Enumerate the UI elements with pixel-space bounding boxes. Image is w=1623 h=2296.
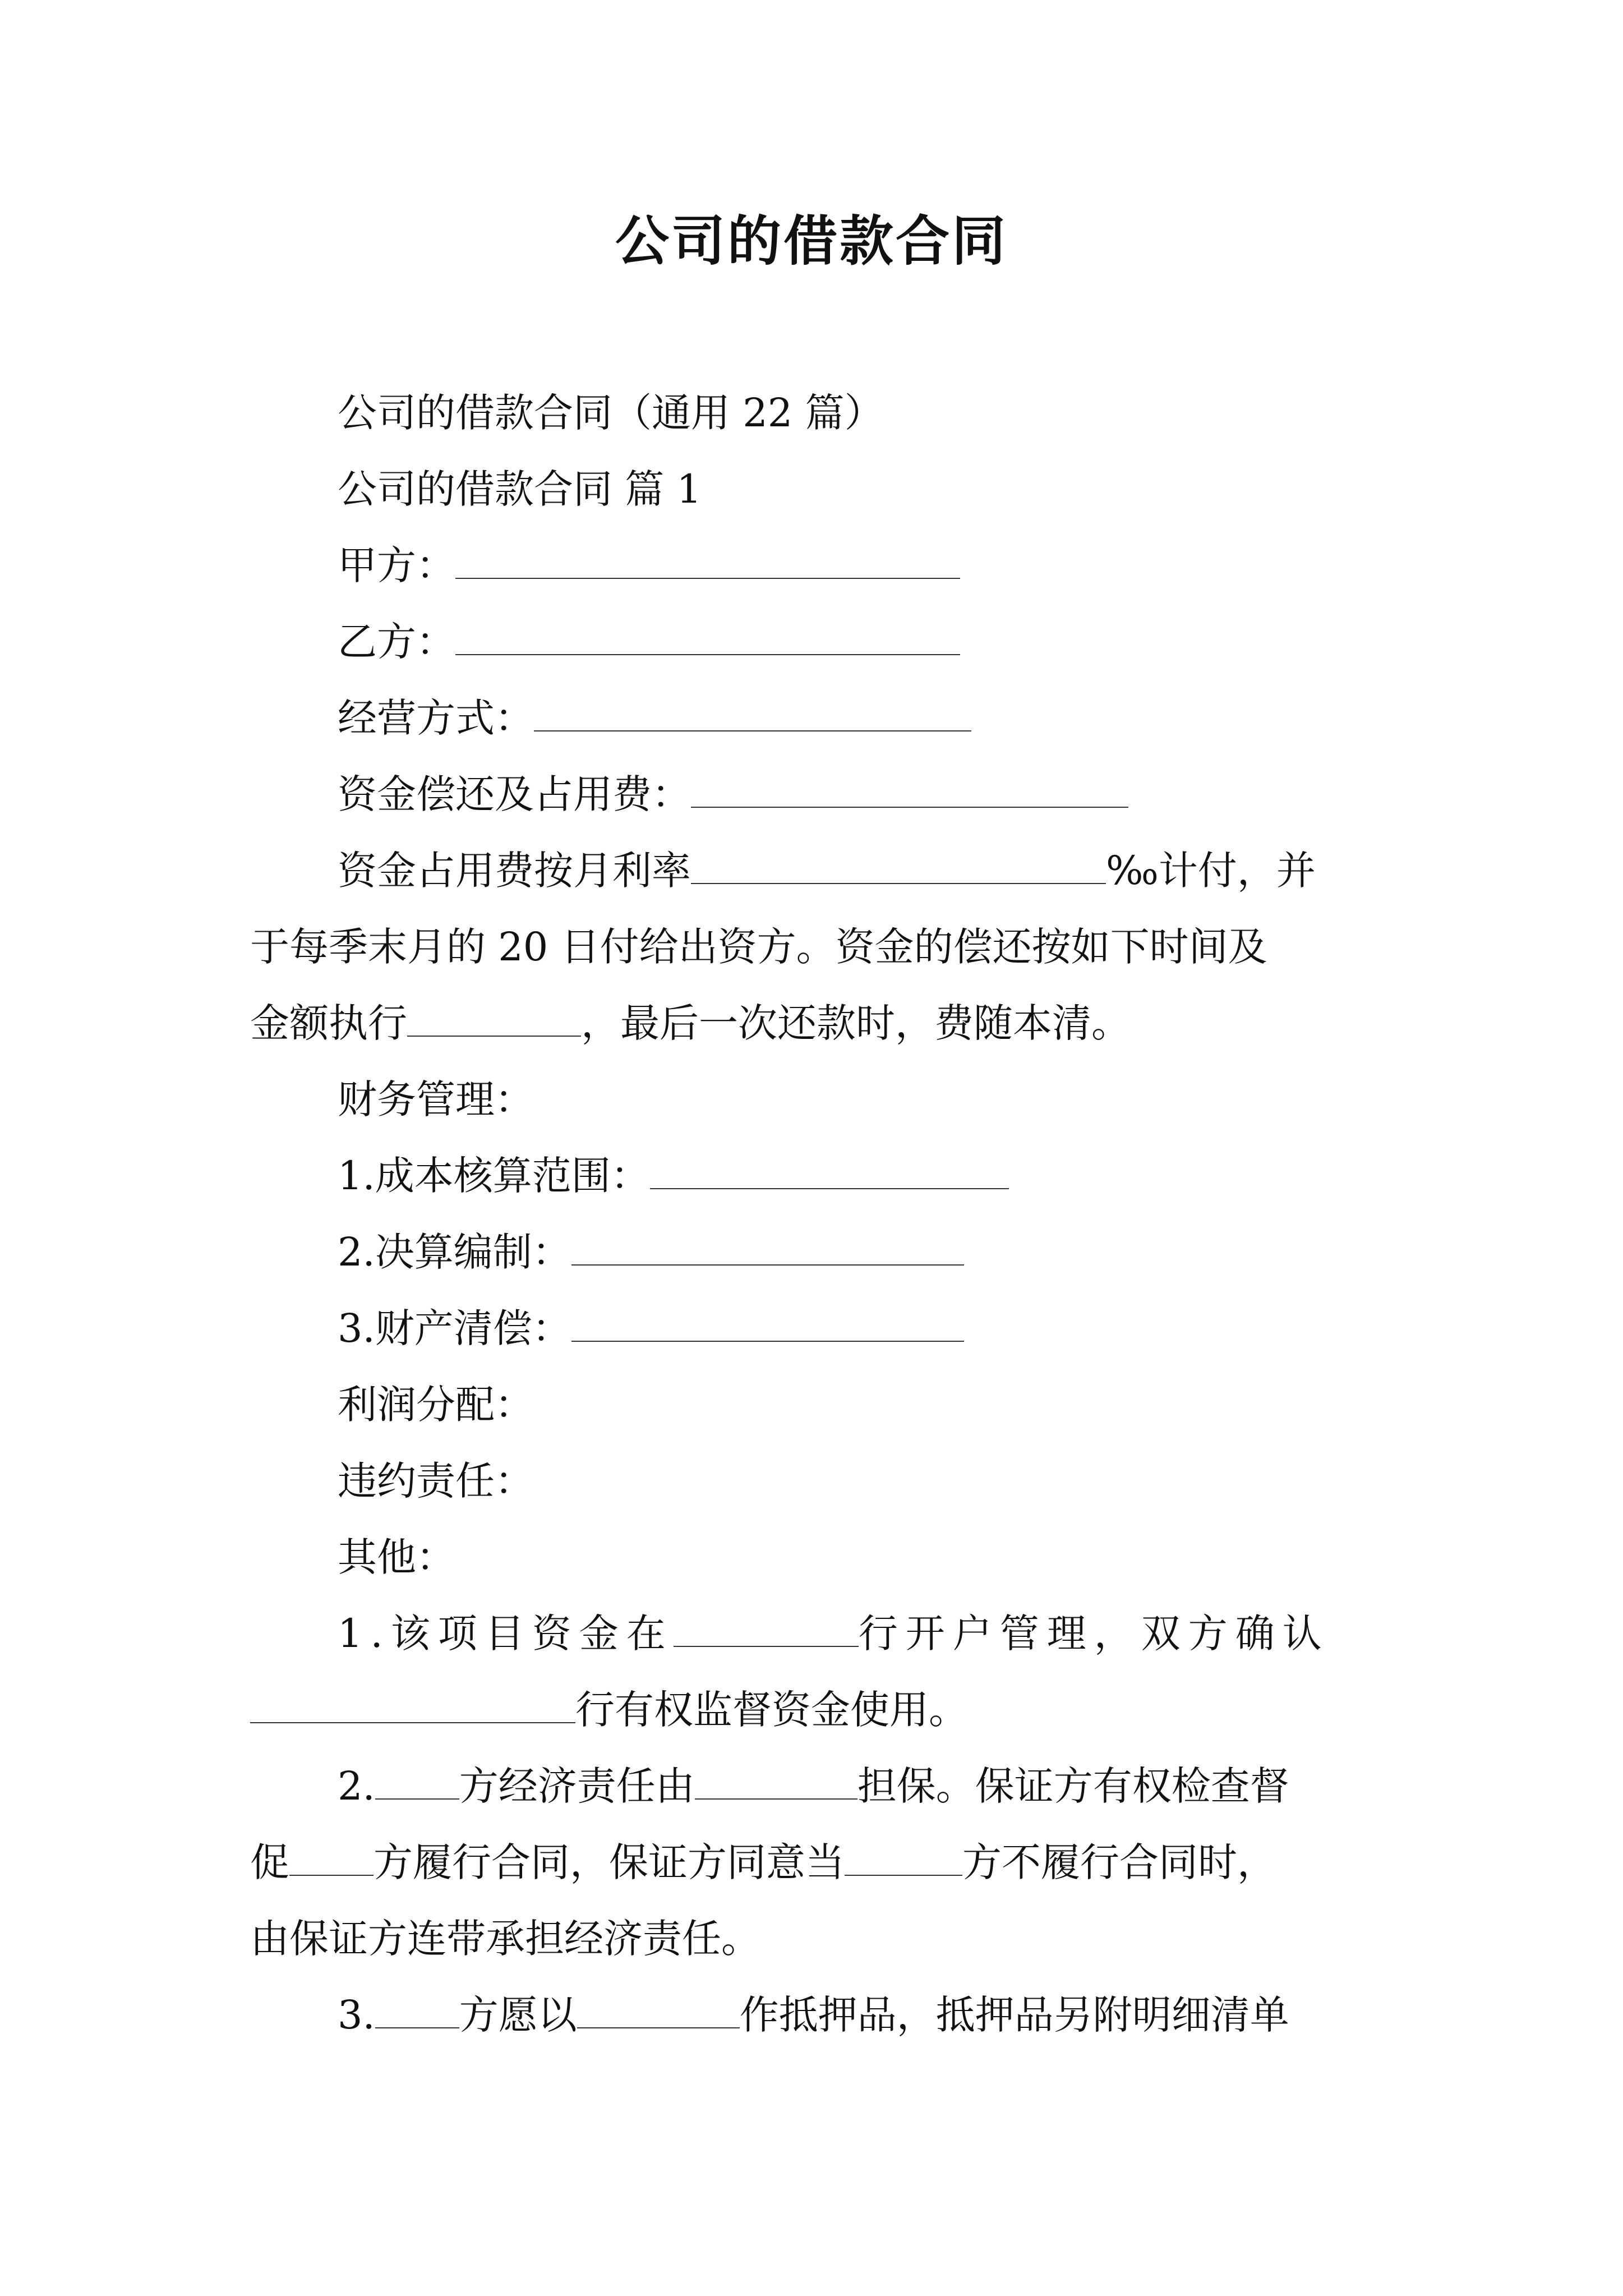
party-b-line <box>250 604 1389 680</box>
finance-item-1 <box>250 1138 1389 1214</box>
other-item-1-line-1 <box>250 1595 1389 1672</box>
party-blank-1 <box>375 1761 459 1800</box>
rate-line-1 <box>250 832 1389 909</box>
rate-line-3 <box>250 985 1389 1061</box>
finance-heading: 财务管理： <box>338 1076 534 1122</box>
party-blank-2 <box>289 1838 374 1876</box>
rate-blank <box>691 846 1106 884</box>
party-blank-4 <box>375 1990 459 2028</box>
rate-line-end-start: 金额执行 <box>250 1000 407 1046</box>
profit-heading: 利润分配： <box>338 1382 534 1428</box>
other-item-1-line-2 <box>250 1672 1389 1748</box>
repayment-blank <box>691 770 1128 808</box>
other-heading: 其他： <box>338 1534 455 1580</box>
other-2-e: 方履行合同，保证方同意当 <box>374 1839 845 1885</box>
rate-line-start: 资金占用费按月利率 <box>338 848 691 894</box>
document-title: 公司的借款合同 <box>615 210 1008 273</box>
other-item-2-line-1 <box>250 1748 1389 1824</box>
collateral-blank <box>577 1990 740 2028</box>
business-mode-blank <box>534 693 971 731</box>
other-3-b: 方愿以 <box>459 1992 577 2038</box>
party-a-blank <box>455 541 960 579</box>
bank-blank-1 <box>674 1609 859 1647</box>
other-2-d: 促 <box>250 1839 289 1885</box>
party-a-line <box>250 527 1389 604</box>
guarantor-blank <box>695 1761 857 1800</box>
other-2-b: 方经济责任由 <box>459 1763 695 1809</box>
finance-item-3 <box>250 1290 1389 1366</box>
party-b-blank <box>455 617 960 655</box>
party-a-label: 甲方： <box>338 542 455 588</box>
other-2-f: 方不履行合同时， <box>962 1839 1276 1885</box>
repayment-label: 资金偿还及占用费： <box>338 771 691 817</box>
other-item-2-line-3: 由保证方连带承担经济责任。 <box>250 1916 760 1962</box>
business-mode-label: 经营方式： <box>338 695 534 741</box>
subtitle: 公司的借款合同（通用 22 篇） <box>338 390 884 436</box>
amount-blank <box>407 999 581 1037</box>
business-mode-line <box>250 680 1389 756</box>
rate-line-mid: ‰计付，并 <box>1106 848 1316 894</box>
other-2-a: 2. <box>338 1763 375 1809</box>
rate-line-end-rest: ，最后一次还款时，费随本清。 <box>581 1000 1131 1046</box>
other-3-a: 3. <box>338 1992 375 2038</box>
party-b-label: 乙方： <box>338 619 455 665</box>
other-1-start: 1.该项目资金在 <box>338 1611 674 1657</box>
other-item-2-line-2 <box>250 1824 1389 1901</box>
other-3-c: 作抵押品，抵押品另附明细清单 <box>739 1992 1289 2038</box>
other-1-mid: 行开户管理，双方确认 <box>858 1611 1330 1657</box>
other-item-3-line-1 <box>250 1977 1389 2053</box>
finance-item-3-label: 3.财产清偿： <box>338 1305 571 1351</box>
other-2-c: 担保。保证方有权检查督 <box>857 1763 1289 1809</box>
finance-item-1-blank <box>650 1151 1009 1189</box>
finance-item-2 <box>250 1214 1389 1290</box>
finance-item-2-blank <box>571 1227 964 1266</box>
finance-item-3-blank <box>571 1304 964 1342</box>
finance-item-2-label: 2.决算编制： <box>338 1229 571 1275</box>
finance-item-1-label: 1.成本核算范围： <box>338 1153 650 1199</box>
party-blank-3 <box>845 1838 962 1876</box>
breach-heading: 违约责任： <box>338 1458 534 1504</box>
bank-blank-2 <box>250 1685 575 1723</box>
repayment-line <box>250 756 1389 832</box>
rate-line-2: 于每季末月的 20 日付给出资方。资金的偿还按如下时间及 <box>250 924 1267 970</box>
other-1-end: 行有权监督资金使用。 <box>575 1687 968 1733</box>
section-heading: 公司的借款合同 篇 1 <box>338 466 702 512</box>
document-body <box>250 375 1389 2053</box>
